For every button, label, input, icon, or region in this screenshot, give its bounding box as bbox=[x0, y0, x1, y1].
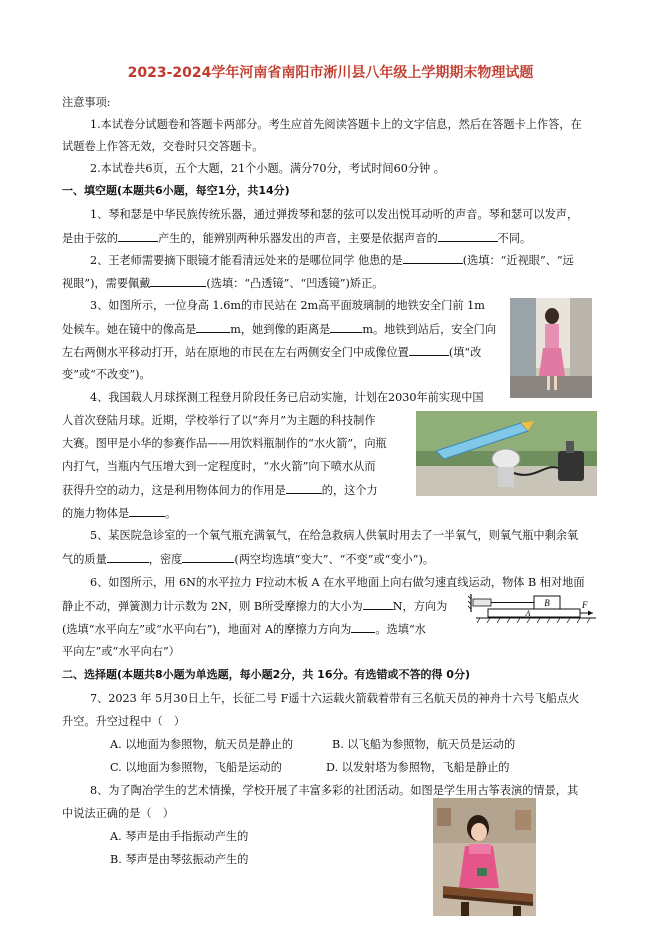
answer-blank[interactable] bbox=[351, 622, 375, 633]
notice-item-2: 2.本试卷共6页，五个大题，21个小题。满分70分，考试时间60分钟 。 bbox=[90, 162, 445, 175]
page-title: 2023-2024学年河南省南阳市淅川县八年级上学期期末物理试题 bbox=[127, 65, 534, 81]
q7-option-c[interactable]: C. 以地面为参照物，飞船是运动的 bbox=[110, 761, 282, 774]
subway-woman-illustration bbox=[510, 298, 592, 398]
q6-line-a: 6、如图所示，用 6N的水平拉力 F拉动木板 A 在水平地面上向右做匀速直线运动，物体 B 相对地面 bbox=[90, 576, 585, 589]
notice-heading: 注意事项: bbox=[62, 96, 111, 109]
q7-option-d[interactable]: D. 以发射塔为参照物，飞船是静止的 bbox=[326, 761, 510, 774]
answer-blank[interactable] bbox=[403, 253, 463, 264]
q2-line-a: 2、王老师需要摘下眼镜才能看清远处来的是哪位同学 他患的是 (选填：“近视眼”、“远 bbox=[90, 254, 574, 267]
label-b: B bbox=[544, 598, 550, 608]
q4-line-d: 内打气，当瓶内气压增大到一定程度时，“水火箭”向下喷水从而 bbox=[62, 460, 376, 473]
notice-item-1a: 1.本试卷分试题卷和答题卡两部分。考生应首先阅读答题卡上的文字信息，然后在答题卡上作答，在 bbox=[90, 118, 582, 131]
q7-option-b[interactable]: B. 以飞船为参照物，航天员是运动的 bbox=[332, 738, 516, 751]
q3-line-c: 左右两侧水平移动打开，站在原地的市民在左右两侧安全门中成像位置 (填“改 bbox=[62, 346, 482, 359]
q6-line-b: 静止不动，弹簧测力计示数为 2N，则 B所受摩擦力的大小为 N，方向为 bbox=[62, 600, 448, 613]
friction-diagram-svg bbox=[468, 592, 596, 626]
guzheng-photo bbox=[433, 798, 536, 916]
q2-line-b: 视眼”)，需要佩戴 (选填：“凸透镜”、“凹透镜”)矫正。 bbox=[62, 277, 384, 290]
answer-blank[interactable] bbox=[363, 599, 393, 610]
answer-blank[interactable] bbox=[129, 506, 165, 517]
q7-line-b: 升空。升空过程中（ ） bbox=[62, 715, 186, 728]
answer-blank[interactable] bbox=[118, 231, 158, 242]
q3-line-d: 变”或“不改变”)。 bbox=[62, 368, 151, 381]
friction-diagram bbox=[468, 592, 596, 626]
q4-line-a: 4、我国载人月球探测工程登月阶段任务已启动实施，计划在2030年前实现中国 bbox=[90, 391, 484, 404]
q1-line-b: 是由于弦的 产生的，能辨别两种乐器发出的声音，主要是依据声音的 不同。 bbox=[62, 232, 532, 245]
section2-heading: 二、选择题(本题共8小题为单选题，每小题2分，共 16分。有选错或不答的得 0分) bbox=[62, 668, 470, 681]
label-a: A bbox=[525, 609, 531, 618]
q4-line-f: 的施力物体是 。 bbox=[62, 507, 177, 520]
answer-blank[interactable] bbox=[196, 322, 230, 333]
answer-blank[interactable] bbox=[286, 483, 322, 494]
label-f: F bbox=[582, 600, 588, 610]
q6-line-d: 平向左”或“水平向右”） bbox=[62, 645, 180, 658]
answer-blank[interactable] bbox=[438, 231, 498, 242]
water-rocket-photo bbox=[416, 411, 597, 496]
answer-blank[interactable] bbox=[409, 345, 449, 356]
q4-line-b: 人首次登陆月球。近期，学校举行了以“奔月”为主题的科技制作 bbox=[62, 414, 376, 427]
q8-line-a: 8、为了陶冶学生的艺术情操，学校开展了丰富多彩的社团活动。如图是学生用古筝表演的情景，其 bbox=[90, 784, 579, 797]
q1-line-a: 1、琴和瑟是中华民族传统乐器，通过弹拨琴和瑟的弦可以发出悦耳动听的声音。琴和瑟可以发声， bbox=[90, 208, 579, 221]
q4-line-e: 获得升空的动力，这是利用物体间力的作用是 的，这个力 bbox=[62, 484, 378, 497]
q6-line-c: (选填“水平向左”或“水平向右”)，地面对 A的摩擦力方向为 。选填“水 bbox=[62, 623, 426, 636]
guzheng-illustration bbox=[433, 798, 536, 916]
q8-option-a[interactable]: A. 琴声是由手指振动产生的 bbox=[110, 830, 249, 843]
notice-item-1b: 试题卷上作答无效，交卷时只交答题卡。 bbox=[62, 140, 264, 153]
answer-blank[interactable] bbox=[107, 552, 149, 563]
q4-line-c: 大赛。图甲是小华的参赛作品——用饮料瓶制作的“水火箭”，向瓶 bbox=[62, 437, 387, 450]
board-a bbox=[488, 609, 580, 617]
section1-heading: 一、填空题(本题共6小题，每空1分，共14分) bbox=[62, 184, 290, 197]
spring-scale bbox=[473, 599, 491, 606]
subway-woman-photo bbox=[510, 298, 592, 398]
q3-line-a: 3、如图所示，一位身高 1.6m的市民站在 2m高平面玻璃制的地铁安全门前 1m bbox=[90, 299, 485, 312]
q7-line-a: 7、2023 年 5月30日上午，长征二号 F遥十六运载火箭载着带有三名航天员的神舟十六号飞船点火 bbox=[90, 692, 580, 705]
water-rocket-illustration bbox=[416, 411, 597, 496]
q8-option-b[interactable]: B. 琴声是由琴弦振动产生的 bbox=[110, 853, 249, 866]
q5-line-a: 5、某医院急诊室的一个氧气瓶充满氧气，在给急救病人供氧时用去了一半氧气，则氧气瓶中剩余氧 bbox=[90, 529, 579, 542]
answer-blank[interactable] bbox=[150, 276, 206, 287]
answer-blank[interactable] bbox=[330, 322, 362, 333]
q7-option-a[interactable]: A. 以地面为参照物，航天员是静止的 bbox=[110, 738, 294, 751]
answer-blank[interactable] bbox=[182, 552, 234, 563]
q5-line-b: 气的质量 ，密度 (两空均选填“变大”、“不变”或“变小”)。 bbox=[62, 553, 435, 566]
q3-line-b: 处候车。她在镜中的像高是 m，她到像的距离是 m。地铁到站后，安全门向 bbox=[62, 323, 497, 336]
q8-line-b: 中说法正确的是（ ） bbox=[62, 807, 174, 820]
